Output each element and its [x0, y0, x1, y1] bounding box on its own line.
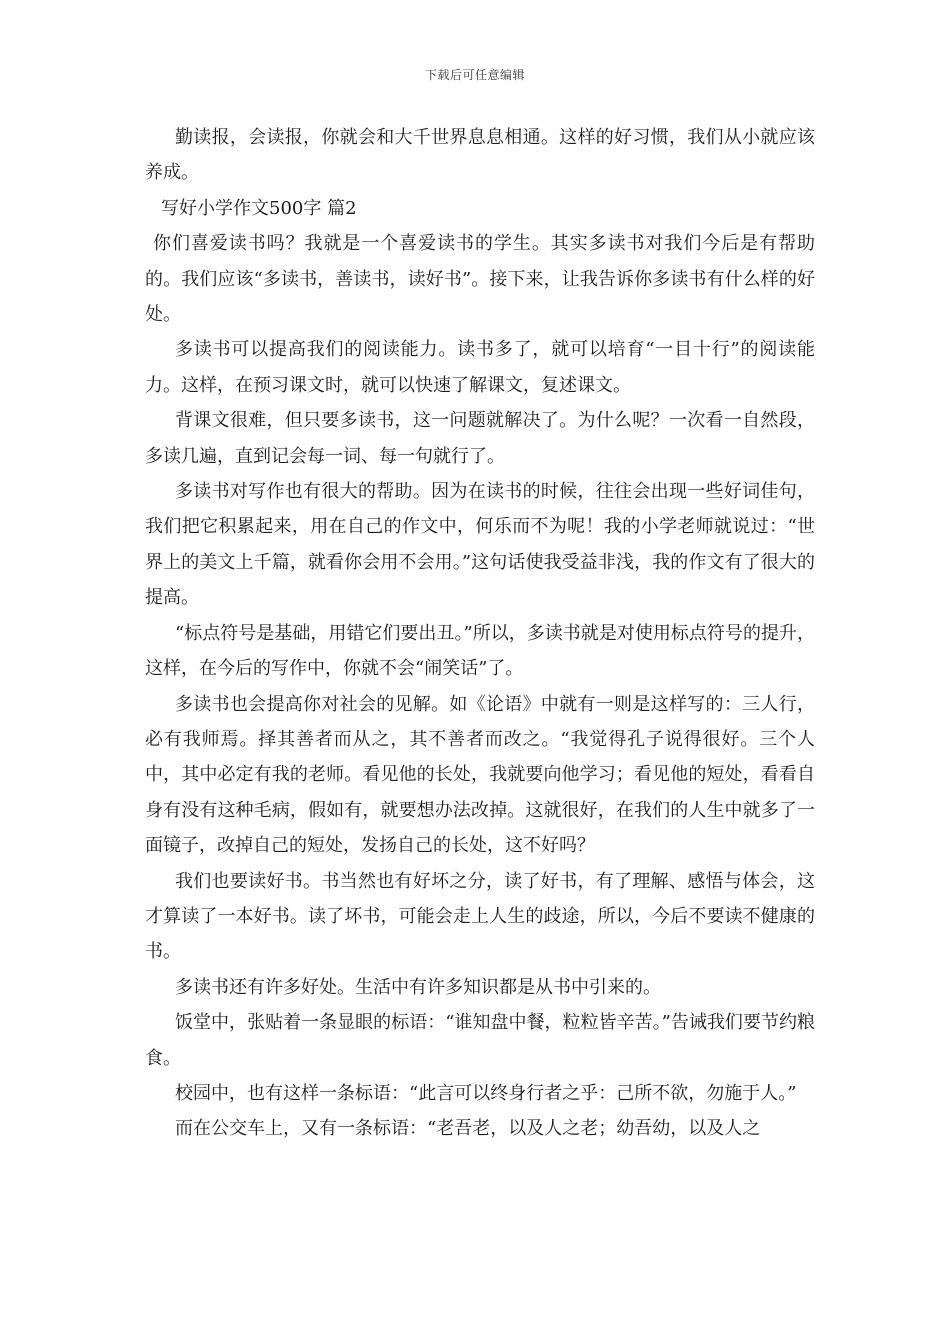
paragraph: 你们喜爱读书吗？我就是一个喜爱读书的学生。其实多读书对我们今后是有帮助的。我们应该“多读书，善读书，读好书”。接下来，让我告诉你多读书有什么样的好处。 — [145, 233, 815, 326]
paragraph: 我们也要读好书。书当然也有好坏之分，读了好书，有了理解、感悟与体会，这才算读了一本好书。读了坏书，可能会走上人生的歧途，所以，今后不要读不健康的书。 — [145, 870, 815, 963]
paragraph: “标点符号是基础，用错它们要出丑。”所以，多读书就是对使用标点符号的提升，这样，在今后的写作中，你就不会“闹笑话”了。 — [145, 622, 815, 680]
paragraph: 背课文很难，但只要多读书，这一问题就解决了。为什么呢？一次看一自然段，多读几遍，直到记会每一词、每一句就行了。 — [145, 410, 815, 467]
section-title: 写好小学作文500字 篇2 — [161, 197, 357, 219]
paragraph: 多读书可以提高我们的阅读能力。读书多了，就可以培育“一目十行”的阅读能力。这样，在预习课文时，就可以快速了解课文，复述课文。 — [145, 339, 815, 396]
paragraph: 校园中，也有这样一条标语：“此言可以终身行者之乎：己所不欲，勿施于人。” — [175, 1082, 797, 1104]
paragraph: 多读书还有许多好处。生活中有许多知识都是从书中引来的。 — [175, 976, 661, 998]
paragraph: 多读书对写作也有很大的帮助。因为在读书的时候，往往会出现一些好词佳句，我们把它积累起来，用在自己的作文中，何乐而不为呢！我的小学老师就说过：“世界上的美文上千篇，就看你会用不会用。”这句话使我受益非浅，我的作文有了很大的提高。 — [145, 481, 815, 609]
paragraph: 而在公交车上，又有一条标语：“老吾老，以及人之老；幼吾幼，以及人之 — [175, 1118, 761, 1140]
document-body — [145, 120, 815, 1147]
page-header: 下载后可任意编辑 — [424, 68, 525, 82]
paragraph: 多读书也会提高你对社会的见解。如《论语》中就有一则是这样写的：三人行，必有我师焉。择其善者而从之，其不善者而改之。“我觉得孔子说得很好。三个人中，其中必定有我的老师。看见他的长处，我就要向他学习；看见他的短处，看看自身有没有这种毛病，假如有，就要想办法改掉。这就很好，在我们的人生中就多了一面镜子，改掉自己的短处，发扬自己的长处，这不好吗？ — [145, 693, 815, 857]
paragraph: 饭堂中，张贴着一条显眼的标语：“谁知盘中餐，粒粒皆辛苦。”告诫我们要节约粮食。 — [145, 1012, 815, 1069]
paragraph: 勤读报，会读报，你就会和大千世界息息相通。这样的好习惯，我们从小就应该养成。 — [145, 127, 815, 184]
